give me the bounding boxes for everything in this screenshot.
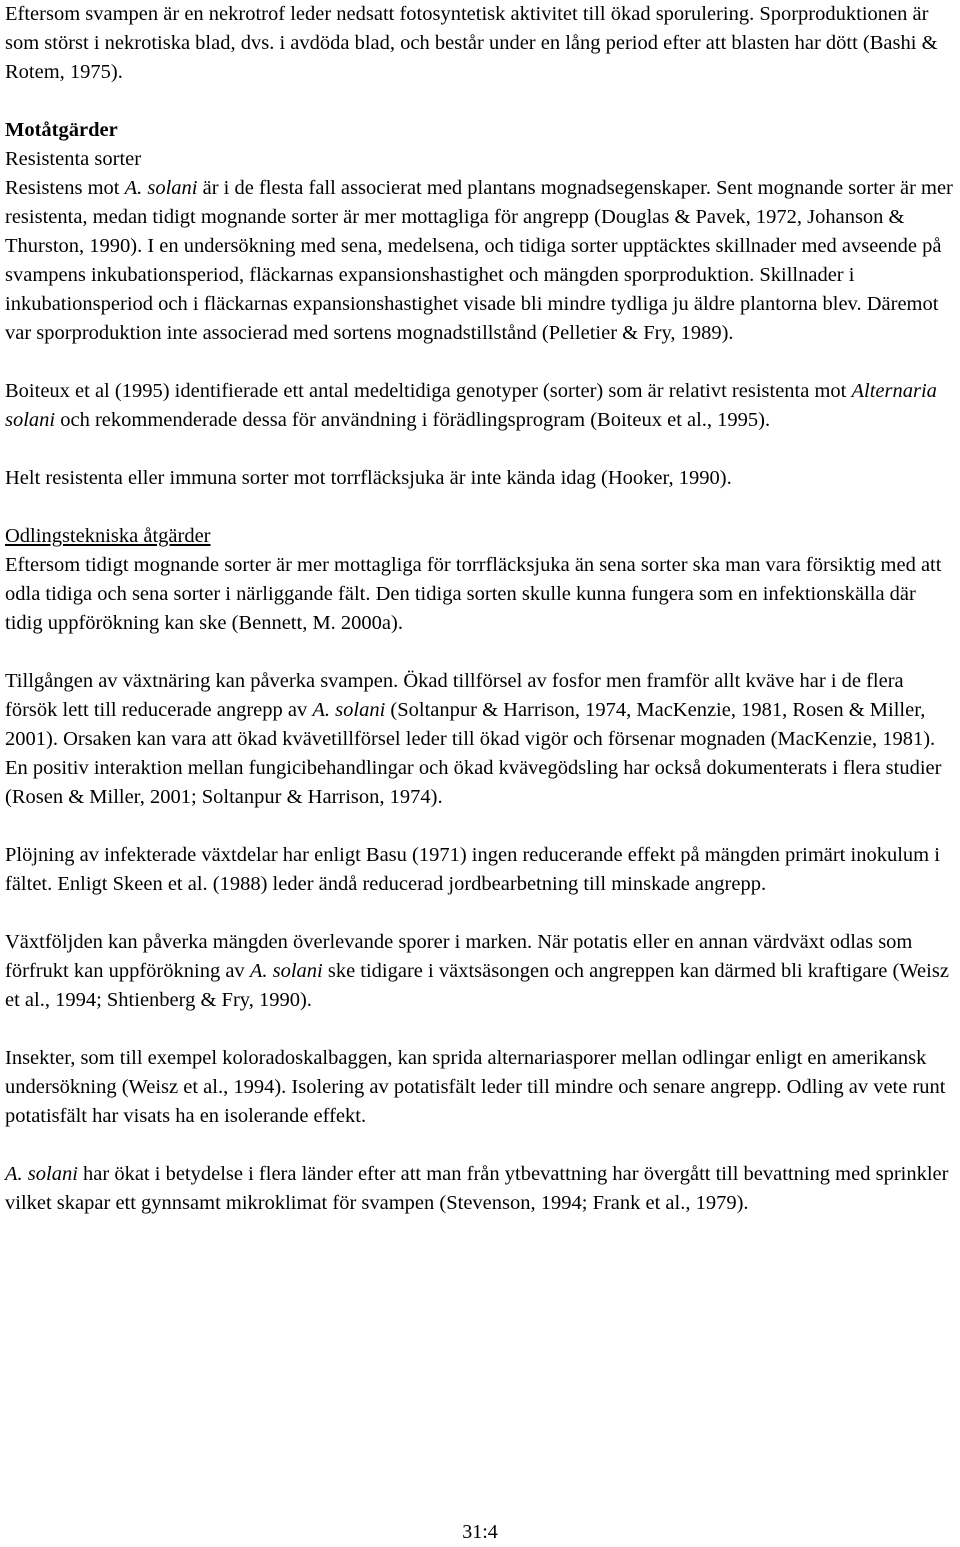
species-name: Alternaria solani xyxy=(5,380,937,431)
paragraph-boiteux xyxy=(5,377,957,435)
species-name: A. solani xyxy=(312,699,386,721)
paragraph-insekter: Insekter, som till exempel koloradoskalbaggen, kan sprida alternariasporer mellan odlingar enligt en amerikansk undersökning (Weisz et al., 1994). Isolering av potatisfält leder till mindre och senare angrepp. Odling av vete runt potatisfält har visats ha en isolerande effekt. xyxy=(5,1047,946,1127)
text-segment: Resistens mot xyxy=(5,177,125,199)
paragraph-resistens xyxy=(5,174,957,348)
species-name: A. solani xyxy=(249,960,323,982)
paragraph-bevattning xyxy=(5,1160,957,1218)
text-segment: ske tidigare i växtsäsongen och angreppen kan därmed bli kraftigare (Weisz et al., 1994; Shtienberg & Fry, 1990). xyxy=(5,960,949,1011)
text-segment: och rekommenderade dessa för användning i förädlingsprogram (Boiteux et al., 1995). xyxy=(55,409,771,431)
species-name: A. solani xyxy=(124,177,198,199)
text-segment: är i de flesta fall associerat med plantans mognadsegenskaper. Sent mognande sorter är mer resistenta, medan tidigt mognande sorter är mer mottagliga för angrepp (Douglas & Pavek, 1972, Johanson & Thurston, 1990). I en undersökning med sena, medelsena, och tidiga sorter upptäcktes skillnader med avseende på svampens inkubationsperiod, fläckarnas expansionshastighet och mängden sporproduktion. Skillnader i inkubationsperiod och i fläckarnas expansionshastighet visade bli mindre tydliga ju äldre plantorna blev. Däremot var sporproduktion inte associerad med sortens mognadstillstånd (Pelletier & Fry, 1989). xyxy=(5,177,953,344)
species-name: A. solani xyxy=(5,1163,78,1185)
paragraph-plojning: Plöjning av infekterade växtdelar har enligt Basu (1971) ingen reducerande effekt på mängden primärt inokulum i fältet. Enligt Skeen et al. (1988) leder ändå reducerad jordbearbetning till minskade angrepp. xyxy=(5,844,940,895)
text-segment: Boiteux et al (1995) identifierade ett antal medeltidiga genotyper (sorter) som är relativt resistenta mot xyxy=(5,380,852,402)
text-segment: Växtföljden kan påverka mängden överlevande sporer i marken. När potatis eller en annan värdväxt odlas som förfrukt kan uppförökning av xyxy=(5,931,913,982)
paragraph-intro: Eftersom svampen är en nekrotrof leder nedsatt fotosyntetisk aktivitet till ökad sporulering. Sporproduktionen är som störst i nekrotiska blad, dvs. i avdöda blad, och består under en lång period efter att blasten har dött (Bashi & Rotem, 1975). xyxy=(5,3,938,83)
paragraph-vaxtfoljd xyxy=(5,928,957,1015)
text-segment: Tillgången av växtnäring kan påverka svampen. Ökad tillförsel av fosfor men framför allt kväve har i de flera försök lett till reducerade angrepp av xyxy=(5,670,904,721)
subheading-resistenta-sorter: Resistenta sorter xyxy=(5,148,142,170)
document-page xyxy=(5,0,957,1247)
text-segment: (Soltanpur & Harrison, 1974, MacKenzie, 1981, Rosen & Miller, 2001). Orsaken kan vara att ökad kvävetillförsel leder till ökad vigör och försenar mognaden (MacKenzie, 1981). En positiv interaktion mellan fungicibehandlingar och ökad kvävegödsling har också dokumenterats i flera studier (Rosen & Miller, 2001; Soltanpur & Harrison, 1974). xyxy=(5,699,942,808)
text-segment: har ökat i betydelse i flera länder efter att man från ytbevattning har övergått till bevattning med sprinkler vilket skapar ett gynnsamt mikroklimat för svampen (Stevenson, 1994; Frank et al., 1979). xyxy=(5,1163,949,1214)
paragraph-vaxtnaring xyxy=(5,667,957,812)
paragraph-odling: Eftersom tidigt mognande sorter är mer mottagliga för torrfläcksjuka än sena sorter ska man vara försiktig med att odla tidiga och sena sorter i närliggande fält. Den tidiga sorten skulle kunna fungera som en infektionskälla där tidig uppförökning kan ske (Bennett, M. 2000a). xyxy=(5,554,942,634)
page-number: 31:4 xyxy=(462,1521,498,1543)
heading-motatgarder: Motåtgärder xyxy=(5,119,118,141)
subheading-odlingstekniska-atgarder: Odlingstekniska åtgärder xyxy=(5,525,211,547)
paragraph-helt-resistenta: Helt resistenta eller immuna sorter mot torrfläcksjuka är inte kända idag (Hooker, 1990). xyxy=(5,467,732,489)
